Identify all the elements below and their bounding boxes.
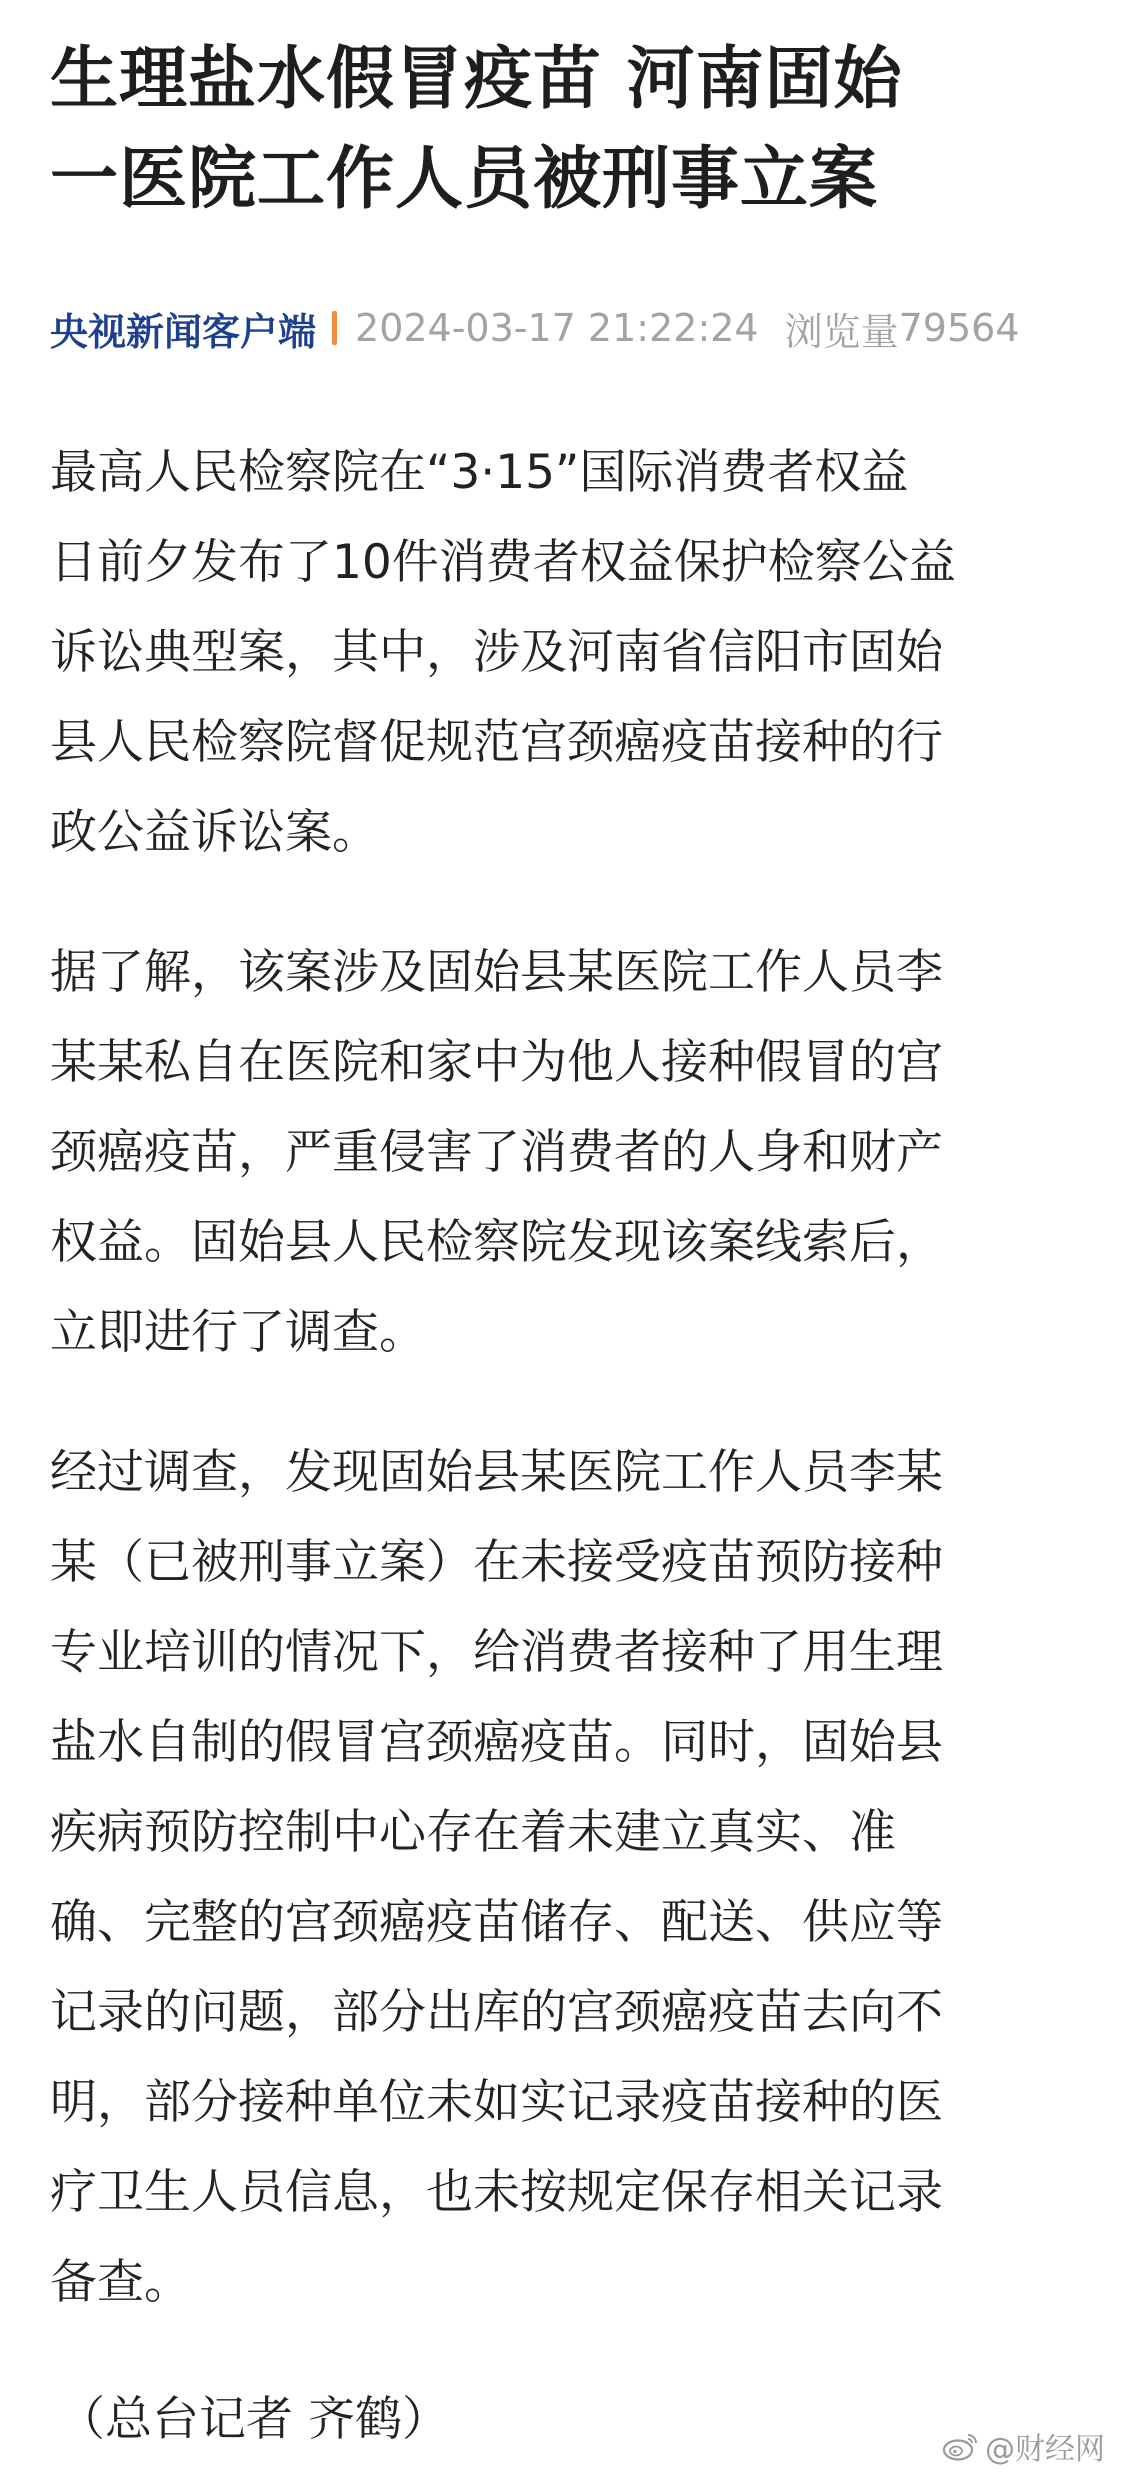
paragraph-3: [50, 1428, 1080, 2328]
paragraph-1: [50, 428, 1080, 878]
article-meta: [50, 298, 1080, 358]
watermark-text: @财经网: [985, 2432, 1105, 2467]
text-line: 县人民检察院督促规范宫颈癌疫苗接种的行: [50, 715, 943, 770]
reporter-byline: （总台记者 齐鹤）: [58, 2392, 449, 2447]
headline-line: 一医院工作人员被刑事立案: [50, 140, 879, 219]
text-line: 疾病预防控制中心存在着未建立真实、准: [50, 1805, 896, 1860]
source-link[interactable]: 央视新闻客户端: [50, 309, 317, 354]
text-line: 颈癌疫苗，严重侵害了消费者的人身和财产: [50, 1125, 943, 1180]
text-line: 专业培训的情况下，给消费者接种了用生理: [50, 1625, 943, 1680]
article-body: [50, 428, 1080, 2328]
article: [50, 30, 1080, 2378]
text-line: 明，部分接种单位未如实记录疫苗接种的医: [50, 2075, 943, 2130]
weibo-icon: [941, 2431, 979, 2461]
text-line: 据了解，该案涉及固始县某医院工作人员李: [50, 945, 943, 1000]
text-line: 某（已被刑事立案）在未接受疫苗预防接种: [50, 1535, 943, 1590]
views-label: 浏览量: [784, 309, 899, 354]
text-line: 备查。: [50, 2255, 191, 2310]
text-line: 日前夕发布了10件消费者权益保护检察公益: [50, 535, 956, 590]
meta-separator: [332, 311, 337, 345]
publish-datetime: 2024-03-17 21:22:24: [355, 306, 759, 350]
headline: [50, 30, 1080, 230]
text-line: 最高人民检察院在“3·15”国际消费者权益: [50, 445, 909, 500]
text-line: 某某私自在医院和家中为他人接种假冒的宫: [50, 1035, 943, 1090]
text-line: 权益。固始县人民检察院发现该案线索后，: [50, 1215, 943, 1270]
text-line: 记录的问题，部分出库的宫颈癌疫苗去向不: [50, 1985, 943, 2040]
watermark: [941, 2424, 1105, 2468]
paragraph-2: [50, 928, 1080, 1378]
text-line: 盐水自制的假冒宫颈癌疫苗。同时，固始县: [50, 1715, 943, 1770]
text-line: 政公益诉讼案。: [50, 805, 379, 860]
text-line: 立即进行了调查。: [50, 1305, 426, 1360]
text-line: 诉讼典型案，其中，涉及河南省信阳市固始: [50, 625, 943, 680]
views-count: 79564: [898, 306, 1020, 350]
headline-line: 生理盐水假冒疫苗 河南固始: [50, 40, 903, 119]
text-line: 确、完整的宫颈癌疫苗储存、配送、供应等: [50, 1895, 943, 1950]
text-line: 疗卫生人员信息，也未按规定保存相关记录: [50, 2165, 943, 2220]
text-line: 经过调查，发现固始县某医院工作人员李某: [50, 1445, 943, 1500]
